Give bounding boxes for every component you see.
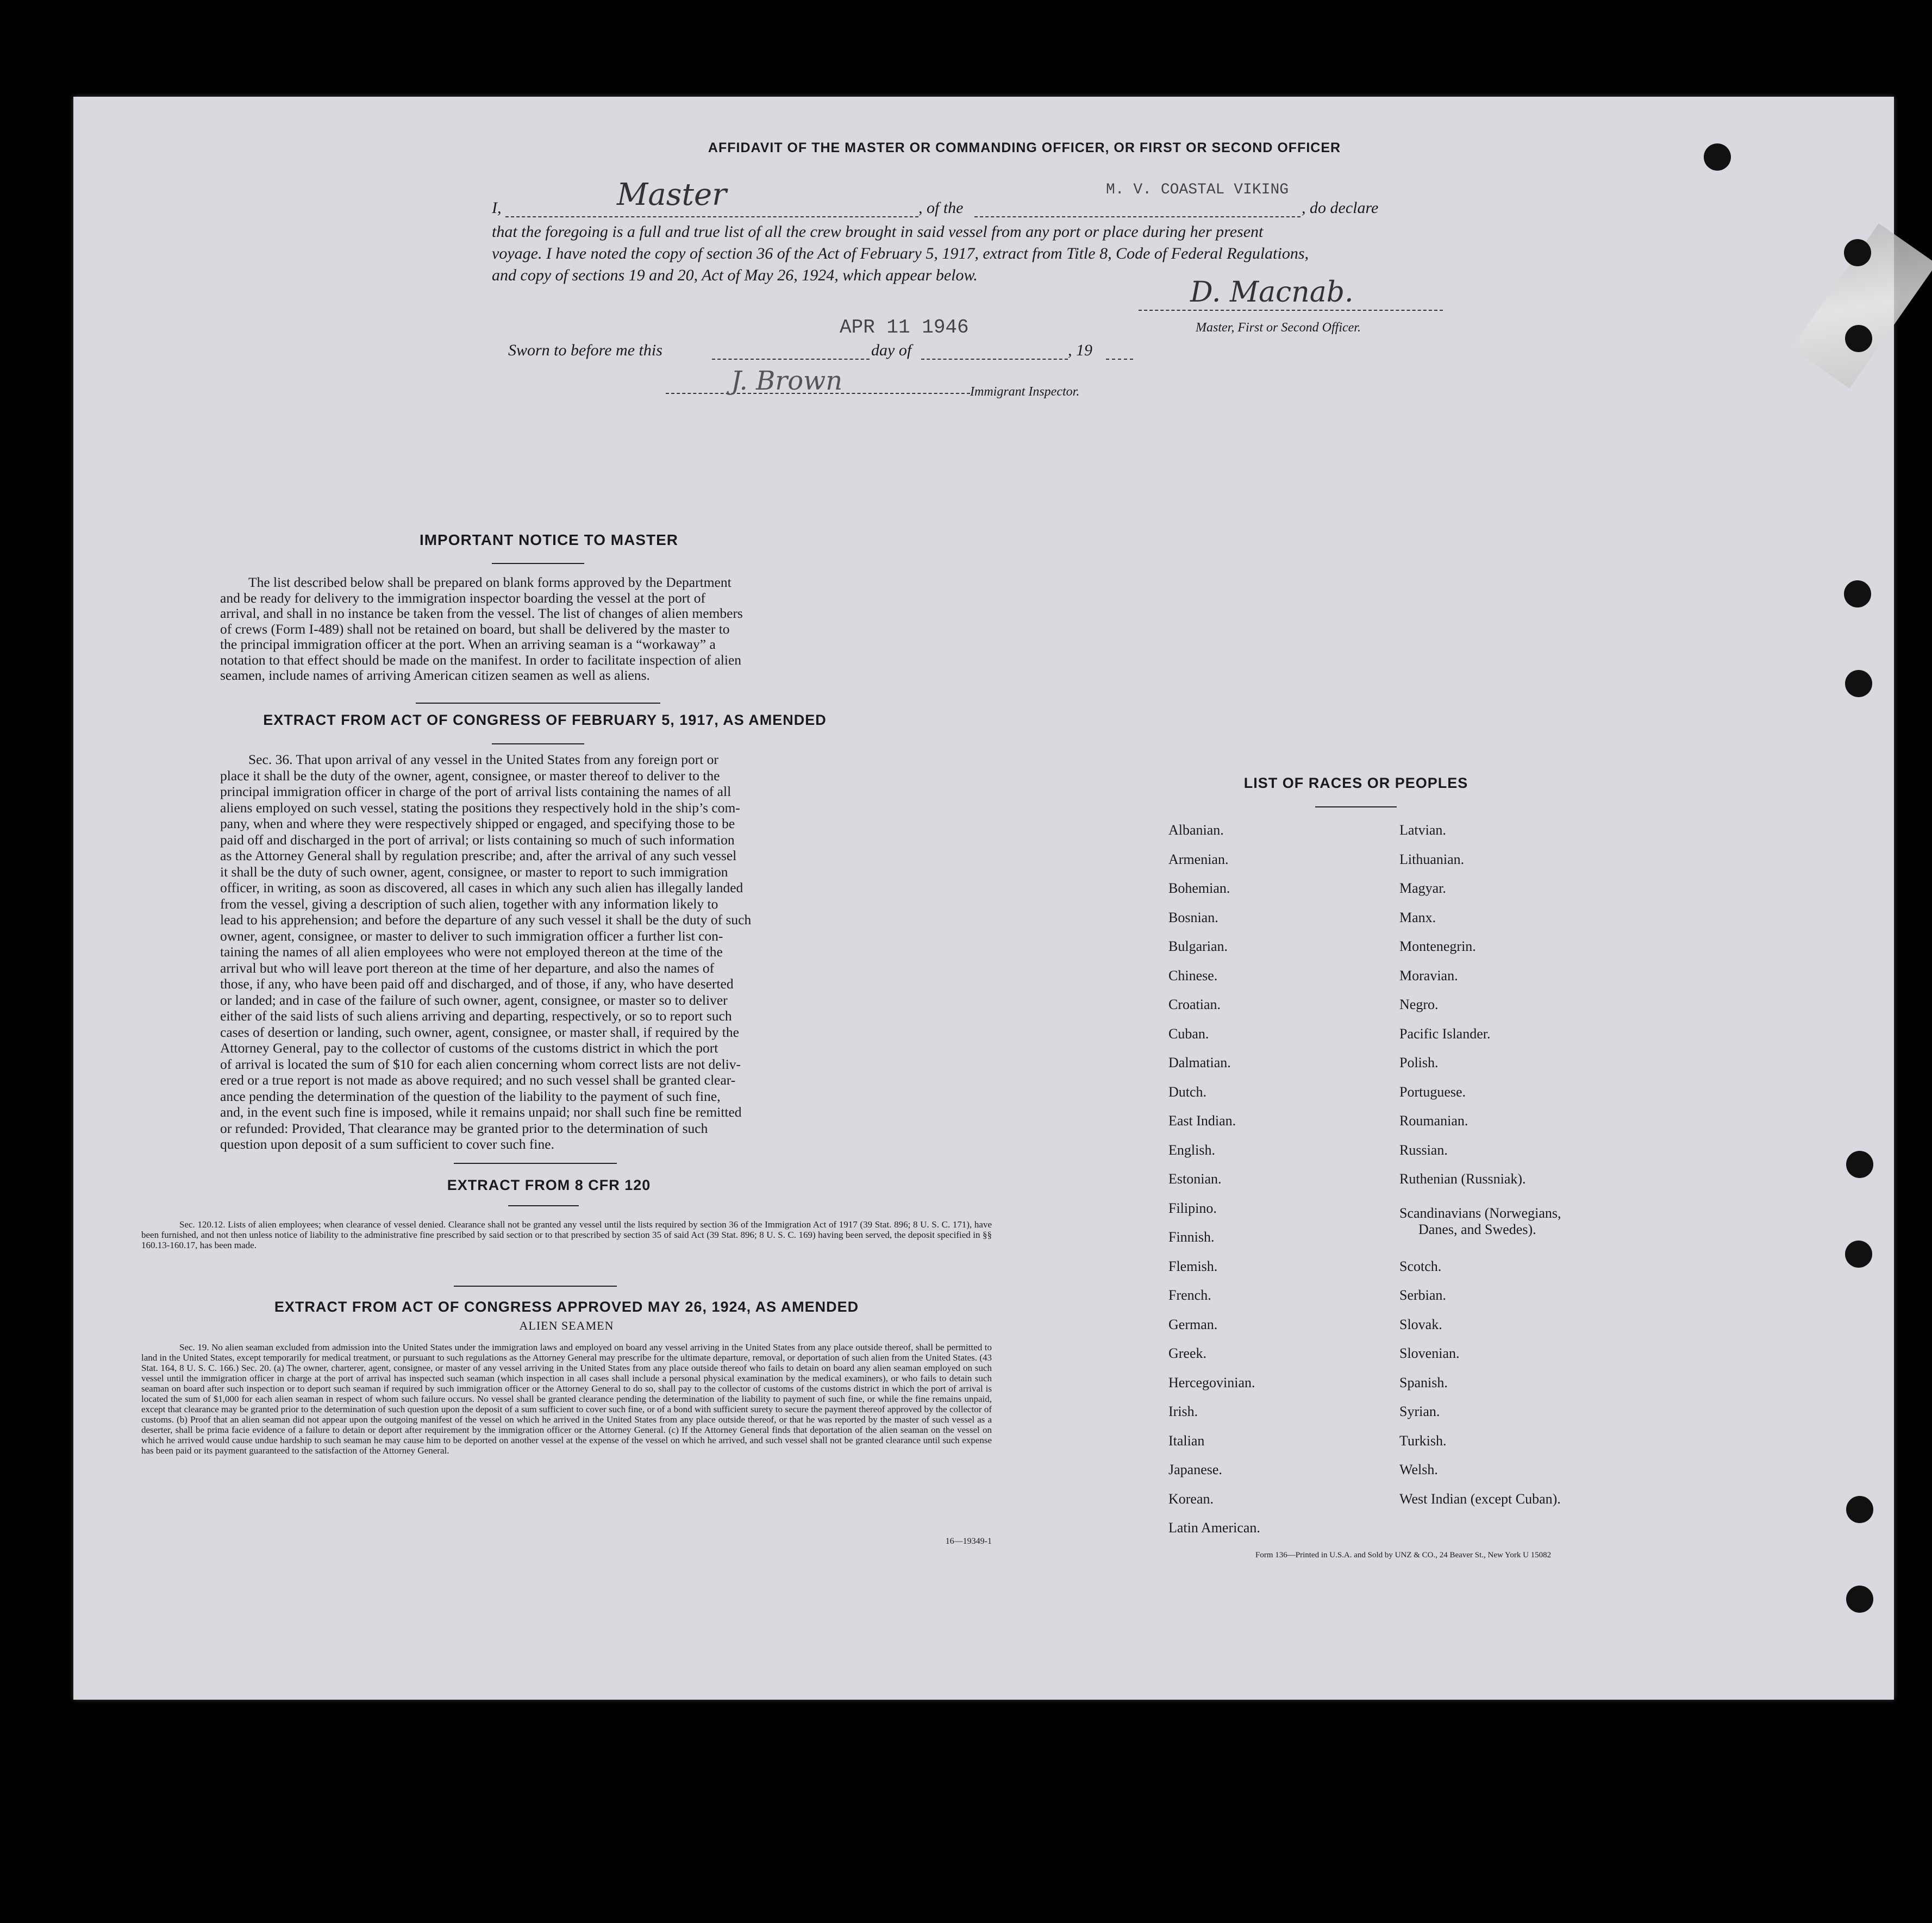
sec36-line: question upon deposit of a sum sufficient to cover such fine. [220, 1136, 554, 1152]
race-item: Syrian. [1399, 1404, 1440, 1419]
race-item: Danes, and Swedes). [1418, 1222, 1536, 1237]
sec36-line: taining the names of all alien employees who were not employed thereon at the time of the [220, 944, 723, 960]
notice-line: The list described below shall be prepared on blank forms approved by the Department [248, 574, 731, 590]
race-item: West Indian (except Cuban). [1399, 1491, 1561, 1507]
notice-line: of crews (Form I-489) shall not be retained on board, but shall be delivered by the master to [220, 621, 730, 637]
sec36-line: place it shall be the duty of the owner, agent, consignee, or master thereof to deliver to the [220, 767, 720, 784]
master-signature: D. Macnab. [1190, 276, 1354, 309]
race-item: Latvian. [1399, 822, 1446, 838]
binder-hole [1845, 1241, 1872, 1268]
race-item: Welsh. [1399, 1462, 1438, 1477]
year-prefix: , 19 [1068, 341, 1092, 359]
race-item: Greek. [1168, 1345, 1207, 1361]
affidavit-line3: voyage. I have noted the copy of section 36 of the Act of February 5, 1917, extract from Title 8, Code of Federal Regulations, [492, 245, 1309, 262]
race-item: Portuguese. [1399, 1084, 1466, 1100]
notice-line: and be ready for delivery to the immigration inspector boarding the vessel at the port of [220, 590, 705, 606]
race-item: Armenian. [1168, 851, 1229, 867]
race-item: Latin American. [1168, 1520, 1260, 1536]
race-item: Chinese. [1168, 968, 1218, 984]
vessel-name: M. V. COASTAL VIKING [1106, 181, 1289, 198]
month-blank [921, 346, 1068, 360]
race-item: Turkish. [1399, 1433, 1447, 1449]
sec36-line: those, if any, who have been paid off and discharged, and of those, if any, who have deserted [220, 976, 734, 992]
binder-hole [1844, 580, 1871, 607]
extract1924-subtitle: ALIEN SEAMEN [519, 1319, 614, 1332]
race-item: Dutch. [1168, 1084, 1207, 1100]
sec36-line: arrival but who will leave port thereon at the time of her departure, and also the names of [220, 960, 715, 976]
race-item: Spanish. [1399, 1375, 1448, 1390]
race-item: French. [1168, 1287, 1211, 1303]
document-page [73, 97, 1894, 1700]
race-item: Italian [1168, 1433, 1205, 1449]
extract1917-body [220, 751, 870, 1152]
extract1924-title: EXTRACT FROM ACT OF CONGRESS APPROVED MAY 26, 1924, AS AMENDED [274, 1299, 859, 1315]
form-number: 16—19349-1 [945, 1537, 992, 1546]
race-item: Bosnian. [1168, 910, 1218, 925]
extract1924-text: Sec. 19. No alien seaman excluded from admission into the United States under the immigration laws and employed on board any vessel arriving in the United States from any place outside thereof, shall be permitted to land in the United States, except temporarily for medical treatment, or pursuant to such regulations as the Attorney General may prescribe for the ultimate departure, removal, or deportation of such alien from the United States. (43 Stat. 164, 8 U. S. C. 166.) Sec. 20. (a) The owner, charterer, agent, consignee, or master of any vessel arriving in the United States from any place outside thereof who fails to detain on board any alien seaman employed on such vessel until the immigration officer in charge at the port of arrival has inspected such seaman (which inspection in all cases shall include a personal physical examination by the medical examiners), or who fails to detain such seaman on board after such inspection or to deport such seaman if required by such immigration officer or the Attorney General to do so, shall pay to the collector of customs of the customs district in which the port of arrival is located the sum of $1,000 for each alien seaman in respect of whom such failure occurs. No vessel shall be granted clearance pending the determination of the liability to payment of such fine, or while the fine remains unpaid, except that clearance may be granted prior to the determination of such question upon the deposit of a sum sufficient to cover such fine, or of a bond with sufficient surety to secure the payment thereof approved by the collector of customs. (b) Proof that an alien seaman did not appear upon the outgoing manifest of the vessel on which he arrived in the United States from any place outside thereof, or that he was reported by the master of such vessel as a deserter, shall be prima facie evidence of a failure to detain or deport after requirement by the immigration officer or the Attorney General. (c) If the Attorney General finds that deportation of the alien seaman on the vessel on which he arrived would cause undue hardship to such seaman he may cause him to be deported on another vessel at the expense of the vessel on which he arrived, and such vessel shall not be granted clearance until such expense has been paid or its payment guaranteed to the satisfaction of the Attorney General. [141, 1342, 992, 1456]
binder-hole [1704, 143, 1731, 171]
of-the-text: , of the [918, 199, 964, 217]
cfr-rule [508, 1205, 579, 1206]
day-blank [712, 346, 870, 360]
race-item: Korean. [1168, 1491, 1214, 1507]
race-item: Serbian. [1399, 1287, 1446, 1303]
sec36-line: it shall be the duty of such owner, agent, consignee, or master to report to such immigration [220, 863, 728, 880]
sec36-line: ance pending the determination of the question of the liability to the payment of such fine, [220, 1088, 721, 1104]
affidavit-line4: and copy of sections 19 and 20, Act of May 26, 1924, which appear below. [492, 266, 978, 284]
binder-hole [1846, 1151, 1873, 1178]
handwritten-name: Master [617, 177, 727, 212]
sec36-line: Attorney General, pay to the collector of customs of the customs district in which the port [220, 1040, 718, 1056]
cfr-text: Sec. 120.12. Lists of alien employees; when clearance of vessel denied. Clearance shall not be granted any vessel until the lists required by section 36 of the Immigration Act of 1917 (39 Stat. 896; 8 U. S. C. 171), have been furnished, and not then unless notice of liability to the administrative fine prescribed by said section or to that prescribed by section 35 of said Act (39 Stat. 896; 8 U. S. C. 169) having been served, the deposit specified in §§ 160.13-160.17, has been made. [141, 1219, 992, 1250]
race-item: Hercegovinian. [1168, 1375, 1255, 1390]
sec36-line: Sec. 36. That upon arrival of any vessel in the United States from any foreign port or [248, 751, 718, 767]
extract1917-title: EXTRACT FROM ACT OF CONGRESS OF FEBRUARY 5, 1917, AS AMENDED [263, 712, 827, 728]
sec36-line: from the vessel, giving a description of such alien, together with any information likely to [220, 895, 718, 912]
sec36-line: principal immigration officer in charge of the port of arrival lists containing the names of all [220, 784, 731, 799]
sworn-prefix: Sworn to before me this [508, 341, 662, 359]
race-item: Roumanian. [1399, 1113, 1468, 1129]
notice-title: IMPORTANT NOTICE TO MASTER [419, 531, 679, 548]
sec36-line: either of the said lists of such aliens arriving and departing, respectively, or so to report such [220, 1008, 732, 1024]
notice-bottom-rule [416, 703, 660, 704]
race-item: Finnish. [1168, 1229, 1215, 1245]
race-item: Negro. [1399, 997, 1439, 1012]
sec36-line: as the Attorney General shall by regulation prescribe; and, after the arrival of any such vessel [220, 848, 737, 863]
signature-label: Master, First or Second Officer. [1196, 321, 1361, 335]
do-declare-text: , do declare [1302, 199, 1379, 217]
race-item: Slovenian. [1399, 1345, 1460, 1361]
race-item: Flemish. [1168, 1258, 1218, 1274]
race-item: Slovak. [1399, 1317, 1442, 1332]
race-item: Estonian. [1168, 1171, 1222, 1187]
notice-rule [492, 563, 584, 564]
sec36-line: pany, when and where they were respectively shipped or engaged, and specifying those to be [220, 816, 735, 831]
prefix-i: I, [492, 199, 502, 217]
notice-line: arrival, and shall in no instance be taken from the vessel. The list of changes of alien members [220, 605, 743, 621]
cfr-bottom-rule [454, 1286, 617, 1287]
race-item: Filipino. [1168, 1200, 1217, 1216]
race-item: Cuban. [1168, 1026, 1209, 1042]
notice-line: the principal immigration officer at the port. When an arriving seaman is a “workaway” a [220, 636, 716, 652]
printer-footer: Form 136—Printed in U.S.A. and Sold by UNZ & CO., 24 Beaver St., New York U 15082 [1255, 1551, 1552, 1559]
sec36-line: cases of desertion or landing, such owner, agent, consignee, or master shall, if required by the [220, 1024, 739, 1040]
sec36-line: or landed; and in case of the failure of such owner, agent, consignee, or master so to deliver [220, 992, 728, 1008]
notice-body [220, 575, 870, 684]
race-item: Moravian. [1399, 968, 1458, 984]
race-item: Japanese. [1168, 1462, 1222, 1477]
cfr-title: EXTRACT FROM 8 CFR 120 [447, 1177, 651, 1193]
day-of-text: day of [871, 341, 912, 359]
inspector-signature: J. Brown [731, 366, 843, 396]
binder-hole [1846, 1586, 1873, 1613]
extract1917-rule [492, 743, 584, 744]
notice-line: seamen, include names of arriving American citizen seamen as well as aliens. [220, 667, 650, 683]
sec36-line: officer, in writing, as soon as discovered, all cases in which any such alien has illegally landed [220, 880, 743, 895]
binder-hole [1845, 325, 1872, 352]
inspector-label: Immigrant Inspector. [970, 385, 1080, 399]
sec36-line: owner, agent, consignee, or master to deliver to such immigration officer a further list con- [220, 928, 723, 944]
race-item: Ruthenian (Russniak). [1399, 1171, 1526, 1187]
race-item: Albanian. [1168, 822, 1224, 838]
sec36-line: aliens employed on such vessel, stating the positions they respectively hold in the ship’s com- [220, 799, 740, 816]
race-item: English. [1168, 1142, 1215, 1158]
race-item: East Indian. [1168, 1113, 1236, 1129]
race-item: Montenegrin. [1399, 938, 1476, 954]
race-item: Scotch. [1399, 1258, 1442, 1274]
race-item: Lithuanian. [1399, 851, 1465, 867]
affidavit-title: AFFIDAVIT OF THE MASTER OR COMMANDING OFFICER, OR FIRST OR SECOND OFFICER [708, 140, 1341, 155]
race-item: Scandinavians (Norwegians, [1399, 1205, 1561, 1221]
race-item: German. [1168, 1317, 1218, 1332]
race-item: Croatian. [1168, 997, 1221, 1012]
sec36-line: or refunded: Provided, That clearance may be granted prior to the determination of such [220, 1120, 708, 1136]
sec36-line: ered or a true report is not made as above required; and no such vessel shall be granted clear- [220, 1072, 736, 1088]
signature-line [1139, 310, 1443, 311]
extract1917-bottom-rule [454, 1163, 617, 1164]
race-item: Russian. [1399, 1142, 1448, 1158]
sec36-line: paid off and discharged in the port of arrival; or lists containing so much of such information [220, 831, 735, 848]
sec36-line: lead to his apprehension; and before the departure of any such vessel it shall be the duty of such [220, 912, 752, 928]
race-item: Irish. [1168, 1404, 1198, 1419]
binder-hole [1846, 1496, 1873, 1523]
race-item: Pacific Islander. [1399, 1026, 1491, 1042]
year-blank [1106, 346, 1133, 360]
race-item: Bohemian. [1168, 880, 1230, 896]
affidavit-line2: that the foregoing is a full and true list of all the crew brought in said vessel from any port or place during her present [492, 223, 1264, 241]
vessel-blank [974, 203, 1300, 217]
binder-hole [1845, 670, 1872, 697]
race-item: Bulgarian. [1168, 938, 1228, 954]
sec36-line: and, in the event such fine is imposed, while it remains unpaid; nor shall such fine be remitted [220, 1104, 742, 1120]
date-stamp: APR 11 1946 [840, 316, 969, 339]
affidavit-line1 [492, 177, 1579, 221]
sworn-line [508, 341, 1242, 363]
races-title: LIST OF RACES OR PEOPLES [1243, 775, 1468, 791]
races-rule [1315, 806, 1397, 807]
race-item: Polish. [1399, 1055, 1439, 1070]
race-item: Magyar. [1399, 880, 1446, 896]
binder-hole [1844, 239, 1871, 266]
sec36-line: of arrival is located the sum of $10 for each alien concerning whom correct lists are not deliv- [220, 1056, 741, 1072]
race-item: Dalmatian. [1168, 1055, 1231, 1070]
race-item: Manx. [1399, 910, 1436, 925]
notice-line: notation to that effect should be made on the manifest. In order to facilitate inspection of alien [220, 652, 742, 668]
